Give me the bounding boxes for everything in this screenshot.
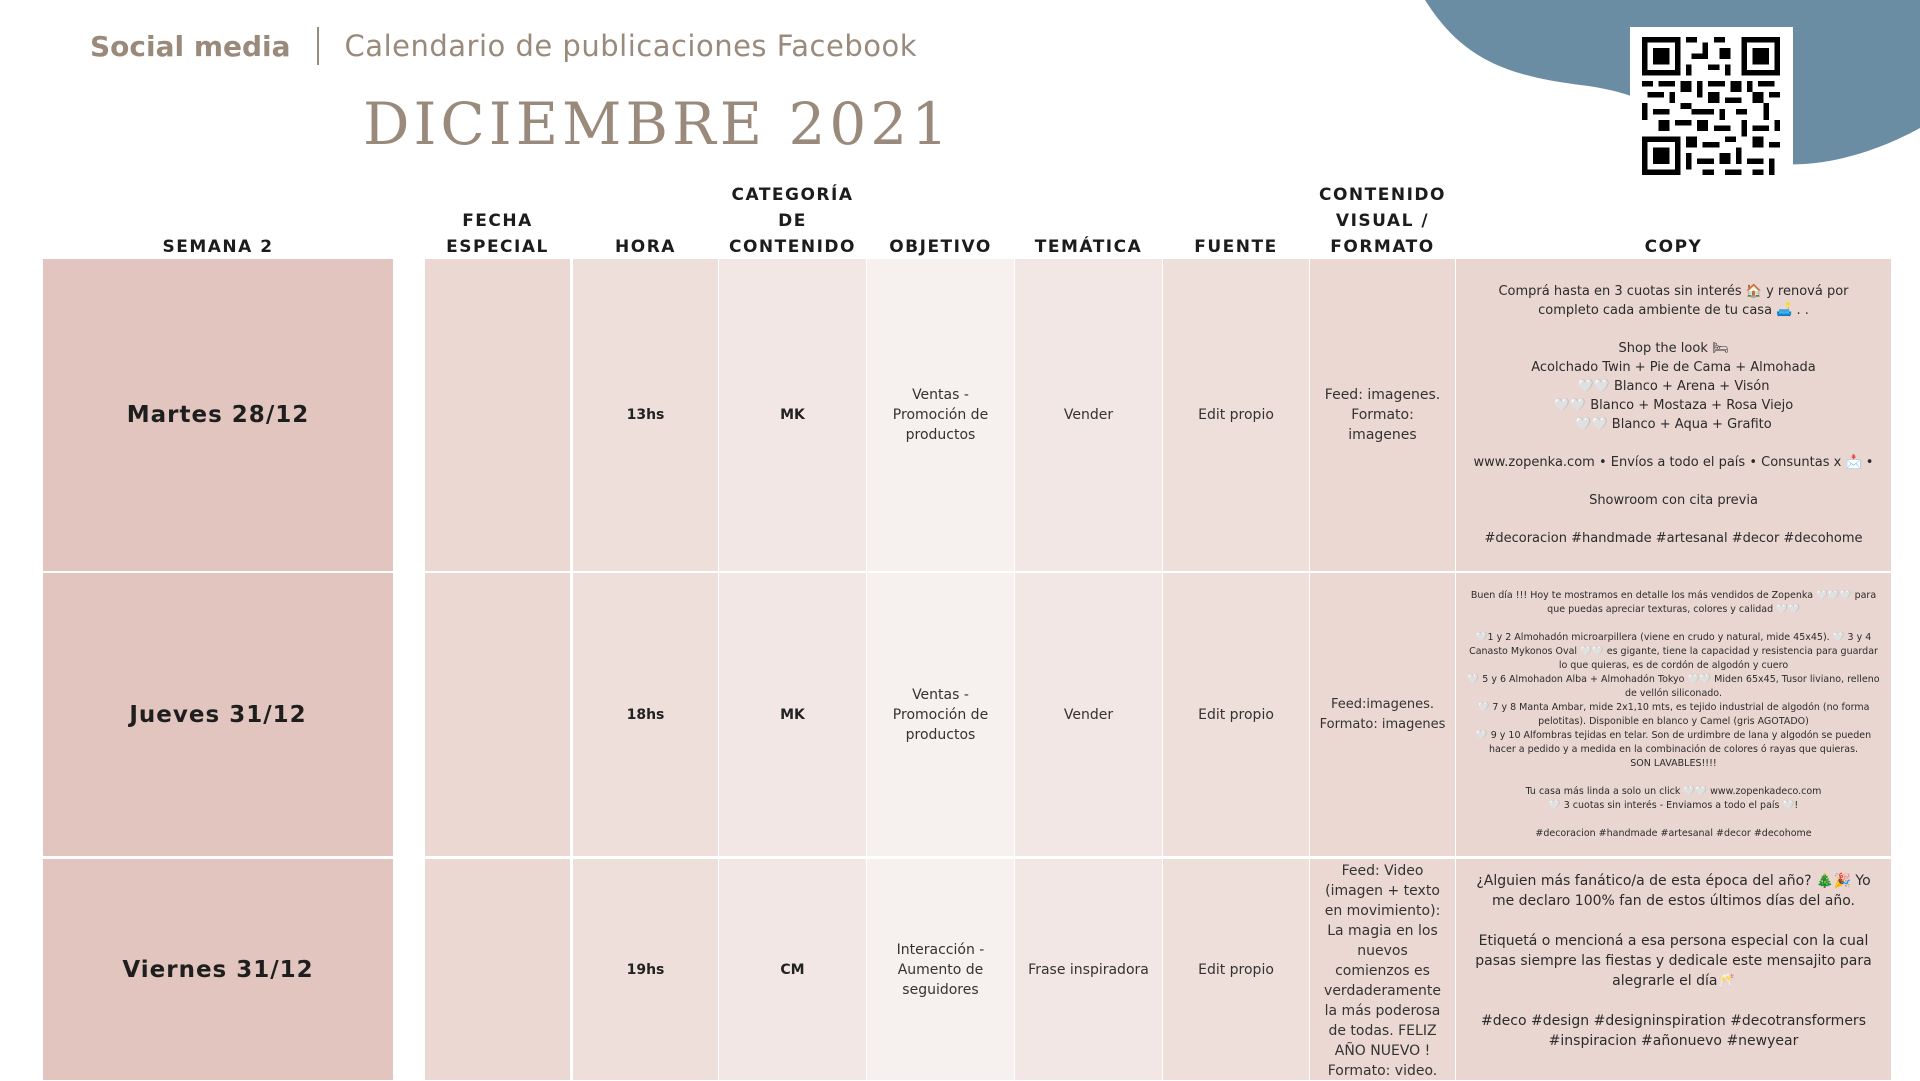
column-header-fuente: FUENTE xyxy=(1194,237,1278,257)
categoria-cell: MK xyxy=(719,573,866,856)
copy-cell: ¿Alguien más fanático/a de esta época del año? 🎄🎉 Yo me declaro 100% fan de estos últimos días del año. Etiquetá o mencioná a esa persona especial con la cual pasas siempre las fiestas y dedicale este mensajito para alegrarle el día🥂 #deco #design #designinspiration #decotransformers #inspiracion #añonuevo #newyear xyxy=(1456,859,1891,1080)
tematica-cell: Vender xyxy=(1015,573,1162,856)
categoria-cell: MK xyxy=(719,259,866,571)
column-header-copy: COPY xyxy=(1644,237,1703,257)
column-header-week: SEMANA 2 xyxy=(162,237,274,257)
qr-code xyxy=(1630,27,1793,178)
day-label: Viernes 31/12 xyxy=(43,859,393,1080)
visual-cell: Feed: Video (imagen + texto en movimiento): La magia en los nuevos comienzos es verdaderamente la más poderosa de todas. FELIZ AÑO NUEVO ! Formato: video. xyxy=(1310,859,1455,1080)
objetivo-cell: Ventas - Promoción de productos xyxy=(867,259,1014,571)
month-title: DICIEMBRE 2021 xyxy=(363,90,953,158)
fuente-cell: Edit propio xyxy=(1163,259,1309,571)
fuente-cell: Edit propio xyxy=(1163,859,1309,1080)
copy-cell: Buen día !!! Hoy te mostramos en detalle los más vendidos de Zopenka 🤍🤍🤍 para que puedas apreciar texturas, colores y calidad 🤍🤍 🤍1 y 2 Almohadón microarpillera (viene en crudo y natural, mide 45x45). 🤍 3 y 4 Canasto Mykonos Oval 🤍🤍 es gigante, tiene la capacidad y resistencia para guardar lo que quieras, es de cordón de algodón y cuero 🤍 5 y 6 Almohadon Alba + Almohadón Tokyo 🤍🤍 Miden 65x45, Tusor liviano, relleno de vellón siliconado. 🤍 7 y 8 Manta Ambar, mide 2x1,10 mts, es tejido industrial de algodón (no forma pelotitas). Disponible en blanco y Camel (gris AGOTADO) 🤍 9 y 10 Alfombras tejidas en telar. Son de urdimbre de lana y algodón se pueden hacer a pedido y a medida en la combinación de colores ó rayas que quieras. SON LAVABLES!!!! Tu casa más linda a solo un click 🤍🤍 www.zopenkadeco.com 🤍 3 cuotas sin interés - Enviamos a todo el país 🤍! #decoracion #handmade #artesanal #decor #decohome xyxy=(1456,573,1891,856)
column-header-categoria: CATEGORÍA DE CONTENIDO xyxy=(729,185,856,257)
hora-cell: 13hs xyxy=(573,259,718,571)
header-subtitle: Calendario de publicaciones Facebook xyxy=(344,29,918,63)
brand-label: Social media xyxy=(90,29,291,63)
header-divider xyxy=(317,27,319,65)
fecha-cell xyxy=(425,259,570,571)
qr-code-icon xyxy=(1642,37,1780,175)
day-label: Jueves 31/12 xyxy=(43,573,393,856)
header xyxy=(90,24,917,68)
column-header-tematica: TEMÁTICA xyxy=(1034,237,1143,257)
hora-cell: 19hs xyxy=(573,859,718,1080)
fecha-cell xyxy=(425,573,570,856)
tematica-cell: Frase inspiradora xyxy=(1015,859,1162,1080)
column-header-fecha: FECHA ESPECIAL xyxy=(446,211,549,257)
categoria-cell: CM xyxy=(719,859,866,1080)
column-header-objetivo: OBJETIVO xyxy=(889,237,992,257)
hora-cell: 18hs xyxy=(573,573,718,856)
visual-cell: Feed:imagenes. Formato: imagenes xyxy=(1310,573,1455,856)
visual-cell: Feed: imagenes. Formato: imagenes xyxy=(1310,259,1455,571)
fuente-cell: Edit propio xyxy=(1163,573,1309,856)
copy-cell: Comprá hasta en 3 cuotas sin interés 🏠 y renová por completo cada ambiente de tu casa 🛋️ . . Shop the look 🛏 Acolchado Twin + Pie de Cama + Almohada 🤍🤍 Blanco + Arena + Visón 🤍🤍 Blanco + Mostaza + Rosa Viejo 🤍🤍 Blanco + Aqua + Grafito www.zopenka.com • Envíos a todo el país • Consuntas x 📩 • Showroom con cita previa #decoracion #handmade #artesanal #decor #decohome xyxy=(1456,259,1891,571)
column-header-hora: HORA xyxy=(615,237,676,257)
objetivo-cell: Ventas - Promoción de productos xyxy=(867,573,1014,856)
column-header-visual: CONTENIDO VISUAL / FORMATO xyxy=(1319,185,1446,257)
day-label: Martes 28/12 xyxy=(43,259,393,571)
tematica-cell: Vender xyxy=(1015,259,1162,571)
fecha-cell xyxy=(425,859,570,1080)
objetivo-cell: Interacción - Aumento de seguidores xyxy=(867,859,1014,1080)
